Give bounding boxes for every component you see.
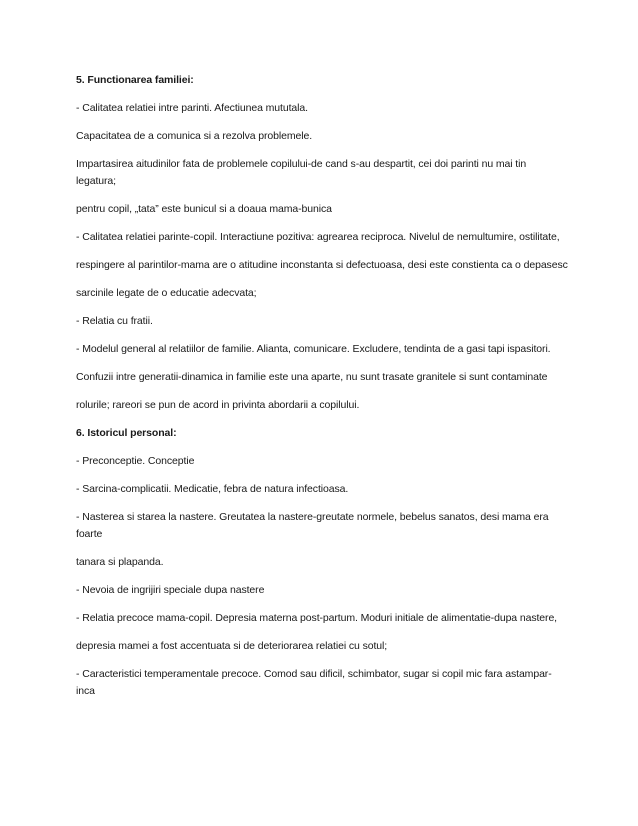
paragraph: - Relatia cu fratii. — [76, 315, 153, 327]
paragraph: - Relatia precoce mama-copil. Depresia materna post-partum. Moduri initiale de alimentatie-dupa nastere, — [76, 612, 557, 624]
paragraph: - Nasterea si starea la nastere. Greutatea la nastere-greutate normele, bebelus sanatos, desi mama era foarte — [76, 511, 549, 540]
paragraph: rolurile; rareori se pun de acord in privinta abordarii a copilului. — [76, 399, 360, 411]
document-page — [76, 72, 568, 711]
paragraph: depresia mamei a fost accentuata si de deteriorarea relatiei cu sotul; — [76, 640, 388, 652]
paragraph: - Preconceptie. Conceptie — [76, 455, 195, 467]
section-heading-personal-history: 6. Istoricul personal: — [76, 427, 177, 439]
paragraph: Confuzii intre generatii-dinamica in familie este una aparte, nu sunt trasate granitele si sunt contaminate — [76, 371, 548, 383]
paragraph: - Caracteristici temperamentale precoce. Comod sau dificil, schimbator, sugar si copil mic fara astampar-inca — [76, 668, 552, 697]
paragraph: pentru copil, „tata” este bunicul si a doaua mama-bunica — [76, 203, 332, 215]
paragraph: - Calitatea relatiei parinte-copil. Interactiune pozitiva: agrearea reciproca. Nivelul de nemultumire, ostilitate, — [76, 231, 560, 243]
paragraph: - Modelul general al relatiilor de familie. Alianta, comunicare. Excludere, tendinta de a gasi tapi ispasitori. — [76, 343, 551, 355]
paragraph: - Nevoia de ingrijiri speciale dupa nastere — [76, 584, 265, 596]
paragraph: respingere al parintilor-mama are o atitudine inconstanta si defectuoasa, desi este constienta ca o depasesc — [76, 259, 568, 271]
paragraph: - Sarcina-complicatii. Medicatie, febra de natura infectioasa. — [76, 483, 349, 495]
paragraph: Capacitatea de a comunica si a rezolva problemele. — [76, 130, 313, 142]
paragraph: tanara si plapanda. — [76, 556, 164, 568]
paragraph: Impartasirea aitudinilor fata de problemele copilului-de cand s-au despartit, cei doi parinti nu mai tin legatura; — [76, 158, 527, 187]
paragraph: sarcinile legate de o educatie adecvata; — [76, 287, 257, 299]
paragraph: - Calitatea relatiei intre parinti. Afectiunea mututala. — [76, 102, 308, 114]
section-heading-family-functioning: 5. Functionarea familiei: — [76, 74, 194, 86]
